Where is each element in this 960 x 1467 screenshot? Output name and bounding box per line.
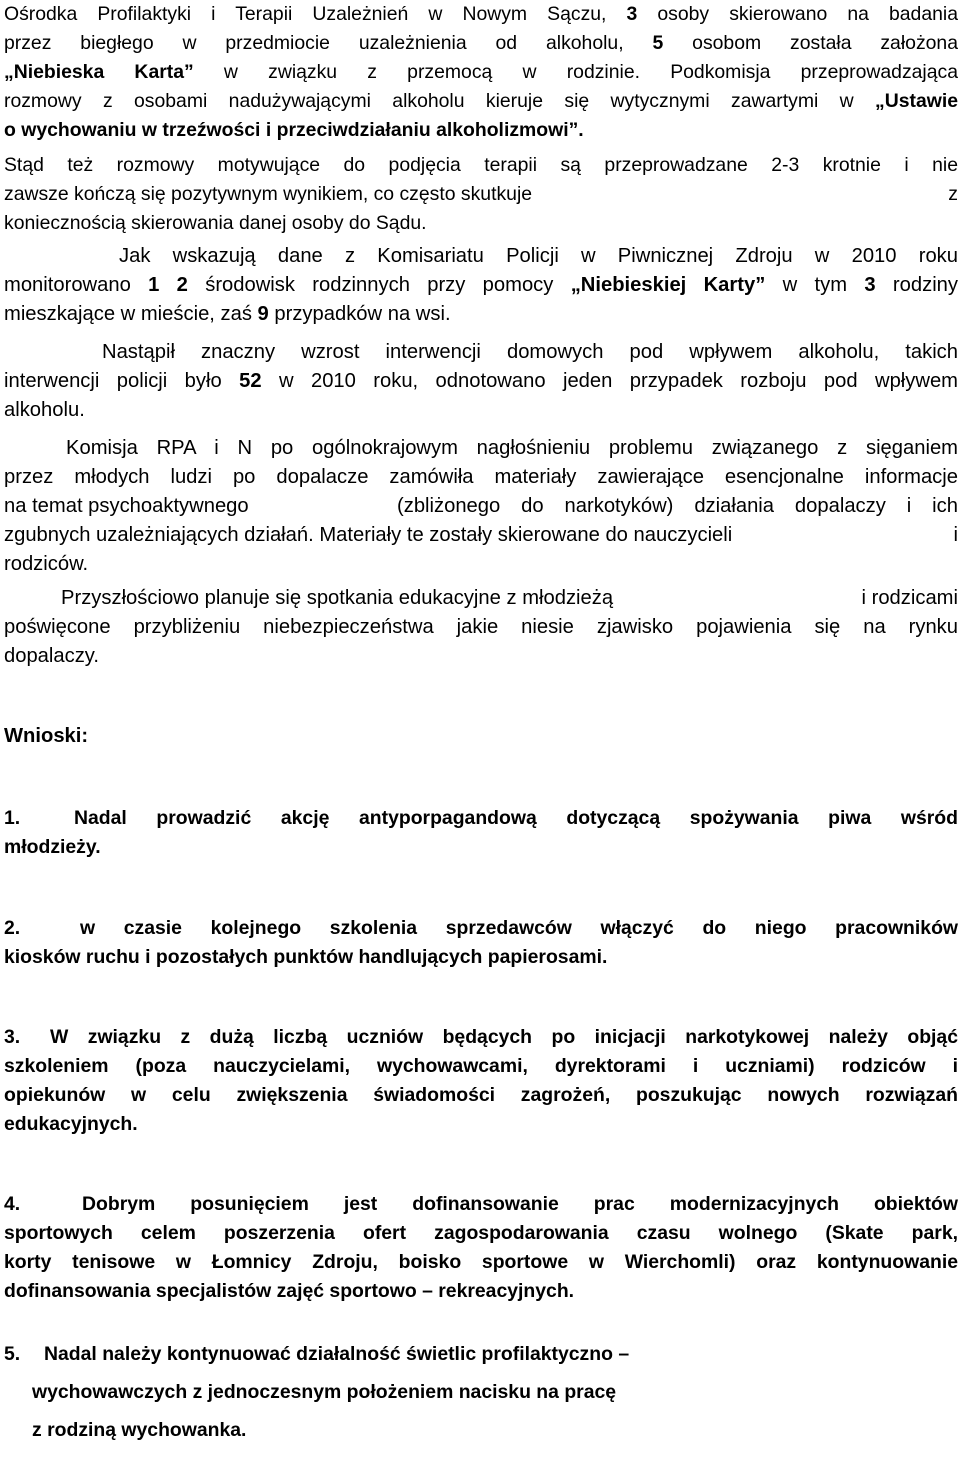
text-line: 3. W związku z dużą liczbą uczniów będących po inicjacji narkotykowej należy objąć (4, 1023, 958, 1052)
paragraph-interwencje (4, 338, 958, 425)
text-line: Jak wskazują dane z Komisariatu Policji w Piwnicznej Zdroju w 2010 roku (119, 245, 958, 267)
text-line: młodzieży. (4, 836, 101, 858)
text-line: koniecznością skierowania danej osoby do Sądu. (4, 212, 427, 234)
text-line: 4. Dobrym posunięciem jest dofinansowanie prac modernizacyjnych obiektów (4, 1190, 958, 1219)
text-line: wychowawczych z jednoczesnym położeniem nacisku na pracę (32, 1381, 617, 1403)
section-heading (4, 722, 958, 751)
list-item (4, 914, 958, 972)
text-line: monitorowano 1 2 środowisk rodzinnych przy pomocy „Niebieskiej Karty” w tym 3 rodziny (4, 274, 958, 296)
text-line: szkoleniem (poza nauczycielami, wychowawcami, dyrektorami i uczniami) rodziców i (4, 1055, 958, 1077)
paragraph-komisariat (4, 242, 958, 329)
text-line: sportowych celem poszerzenia ofert zagospodarowania czasu wolnego (Skate park, (4, 1222, 958, 1244)
text-line: przez młodych ludzi po dopalacze zamówiła materiały zawierające esencjonalne informacje (4, 466, 958, 488)
text-line: edukacyjnych. (4, 1113, 138, 1135)
item-number: 4. (4, 1193, 21, 1215)
text-line: o wychowaniu w trzeźwości i przeciwdziałaniu alkoholizmowi”. (4, 119, 584, 141)
text-line: kiosków ruchu i pozostałych punktów handlujących papierosami. (4, 946, 608, 968)
list-item (4, 804, 958, 862)
text-line: dofinansowania specjalistów zajęć sportowo – rekreacyjnych. (4, 1280, 575, 1302)
text-line: zgubnych uzależniających działań. Materiały te zostały skierowane do nauczycieli i (4, 524, 958, 546)
text-line: Komisja RPA i N po ogólnokrajowym nagłośnieniu problemu związanego z sięganiem (66, 437, 958, 459)
text-line: korty tenisowe w Łomnicy Zdroju, boisko sportowe w Wierchomli) oraz kontynuowanie (4, 1251, 958, 1273)
text-line: rozmowy z osobami nadużywającymi alkoholu kieruje się wytycznymi zawartymi w „Ustawie (4, 90, 958, 112)
text-line: Stąd też rozmowy motywujące do podjęcia terapii są przeprowadzane 2-3 krotnie i nie (4, 154, 958, 176)
text-line: alkoholu. (4, 399, 85, 421)
list-item (4, 1340, 958, 1445)
text-line: Ośrodka Profilaktyki i Terapii Uzależnień w Nowym Sączu, 3 osoby skierowano na badania (4, 3, 958, 25)
text-line: Przyszłościowo planuje się spotkania edukacyjne z młodzieżą i rodzicami (61, 587, 958, 609)
text-line: z rodziną wychowanka. (32, 1419, 247, 1441)
text-line: opiekunów w celu zwiększenia świadomości zagrożeń, poszukując nowych rozwiązań (4, 1084, 958, 1106)
text-line: rodziców. (4, 553, 89, 575)
text-line: 5. Nadal należy kontynuować działalność świetlic profilaktyczno – (4, 1340, 958, 1369)
text-line: „Niebieska Karta” w związku z przemocą w rodzinie. Podkomisja przeprowadzająca (4, 61, 958, 83)
heading-text: Wnioski: (4, 725, 89, 747)
paragraph-spotkania (4, 584, 958, 671)
text-line: Nastąpił znaczny wzrost interwencji domowych pod wpływem alkoholu, takich (102, 341, 958, 363)
text-line: przez biegłego w przedmiocie uzależnienia od alkoholu, 5 osobom została założona (4, 32, 958, 54)
list-item (4, 1023, 958, 1139)
text-line: poświęcone przybliżeniu niebezpieczeństwa jakie niesie zjawisko pojawienia się na rynku (4, 616, 958, 638)
list-item (4, 1190, 958, 1306)
text-line: interwencji policji było 52 w 2010 roku, odnotowano jeden przypadek rozboju pod wpływem (4, 370, 958, 392)
paragraph-osrodek (4, 0, 958, 238)
item-number: 1. (4, 807, 21, 829)
text-line: 2. w czasie kolejnego szkolenia sprzedawców włączyć do niego pracowników (4, 914, 958, 943)
text-line: dopalaczy. (4, 645, 100, 667)
item-number: 5. (4, 1343, 21, 1365)
item-number: 2. (4, 917, 21, 939)
paragraph-komisja-rpa (4, 434, 958, 579)
item-number: 3. (4, 1026, 21, 1048)
text-line: mieszkające w mieście, zaś 9 przypadków na wsi. (4, 303, 451, 325)
text-line: zawsze kończą się pozytywnym wynikiem, co często skutkuje z (4, 183, 958, 205)
text-line: 1. Nadal prowadzić akcję antyporpagandową dotyczącą spożywania piwa wśród (4, 804, 958, 833)
text-line: na temat psychoaktywnego (zbliżonego do narkotyków) działania dopalaczy i ich (4, 495, 958, 517)
